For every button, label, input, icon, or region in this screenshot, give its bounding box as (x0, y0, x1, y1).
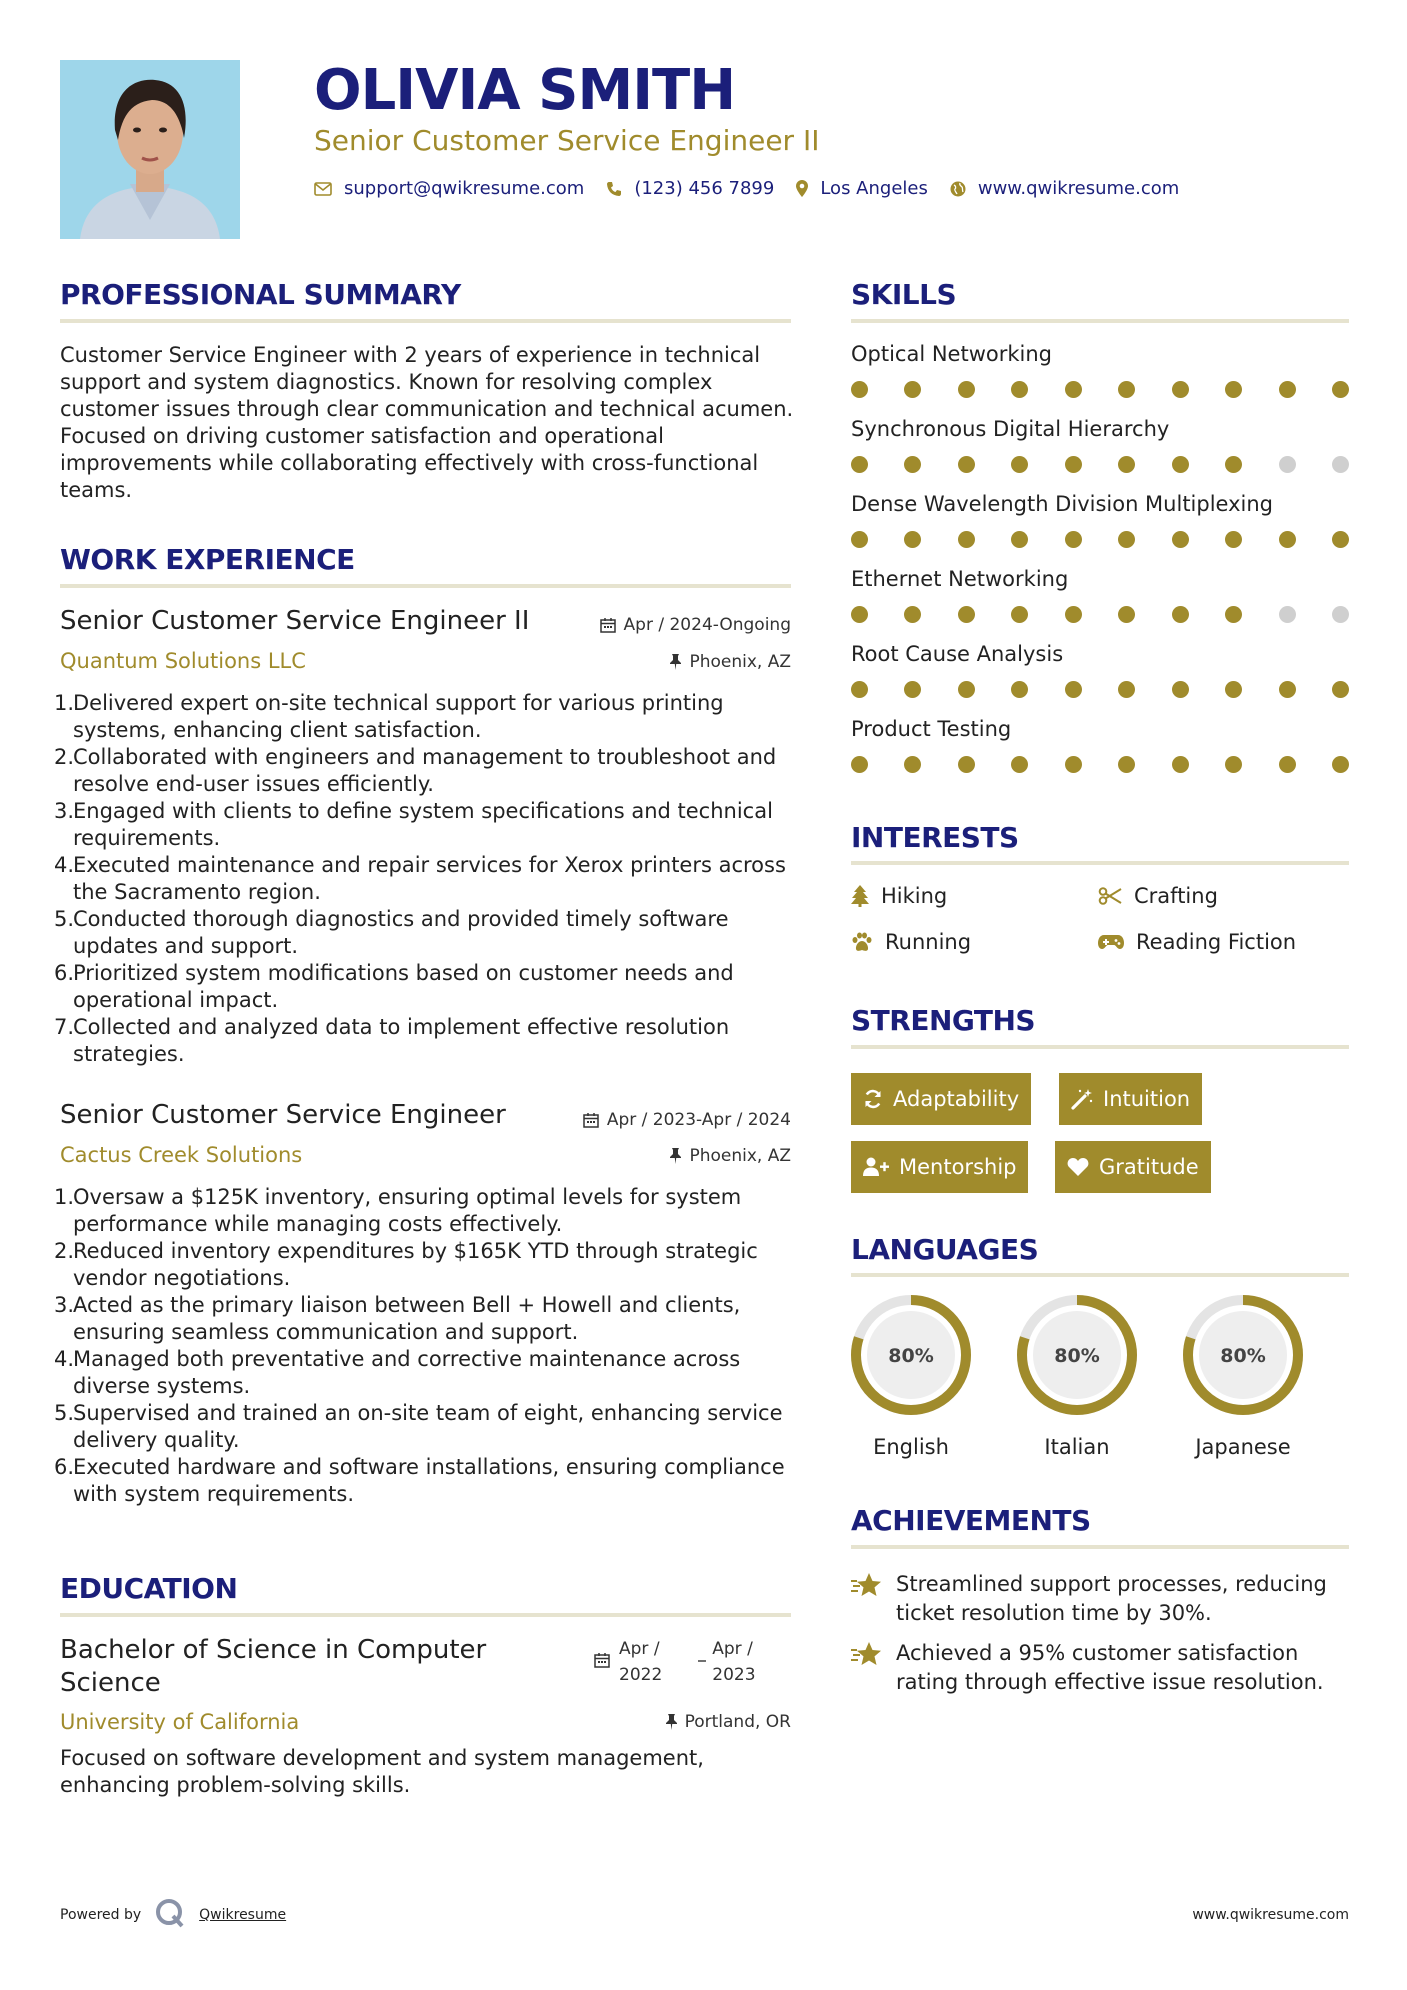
rating-dot-filled (1011, 681, 1028, 698)
refresh-icon (863, 1089, 883, 1109)
date-separator (698, 1636, 706, 1688)
interest-label: Running (885, 930, 972, 954)
bullet-item (54, 906, 799, 960)
languages-title: LANGUAGES (851, 1233, 1039, 1266)
language-ring (849, 1293, 973, 1417)
education-dates (594, 1636, 756, 1688)
rating-dot-filled (1279, 756, 1296, 773)
language-percent: 80% (888, 1345, 934, 1367)
rating-dot-filled (904, 531, 921, 548)
degree-title (60, 1634, 486, 1700)
rating-dot-filled (958, 756, 975, 773)
rating-dot-filled (1279, 381, 1296, 398)
education-start-year: 2022 (619, 1665, 663, 1685)
skill-rating (851, 606, 1349, 623)
language-name: Japanese (1195, 1435, 1291, 1459)
language-item (1015, 1293, 1139, 1459)
language-ring (1015, 1293, 1139, 1417)
bullet-text: Acted as the primary liaison between Bell + Howell and clients, ensuring seamless communication and support. (73, 1293, 741, 1344)
skill-name: Ethernet Networking (851, 567, 1069, 591)
interest-item (1098, 930, 1296, 954)
education-location (666, 1712, 791, 1732)
rating-dot-empty (1332, 606, 1349, 623)
rating-dot-filled (1011, 381, 1028, 398)
interests-title: INTERESTS (851, 821, 1019, 854)
interests-rule (851, 861, 1349, 865)
job-bullets (54, 1184, 799, 1508)
bullet-text: Reduced inventory expenditures by $165K YTD through strategic vendor negotiations. (73, 1239, 758, 1290)
rating-dot-filled (1172, 381, 1189, 398)
calendar-icon (583, 1112, 599, 1128)
rating-dot-filled (1225, 681, 1242, 698)
bullet-text: Conducted thorough diagnostics and provided timely software updates and support. (73, 907, 729, 958)
bullet-text: Managed both preventative and corrective maintenance across diverse systems. (73, 1347, 741, 1398)
job-title: Senior Customer Service Engineer II (60, 606, 530, 636)
education-rule (60, 1613, 791, 1617)
bullet-text: Oversaw a $125K inventory, ensuring optimal levels for system performance while managing costs effectively. (73, 1185, 742, 1236)
rating-dot-filled (1332, 681, 1349, 698)
skill-rating (851, 381, 1349, 398)
bullet-text: Collected and analyzed data to implement effective resolution strategies. (73, 1015, 730, 1066)
skill-rating (851, 456, 1349, 473)
skill-name: Product Testing (851, 717, 1012, 741)
bullet-item (54, 1238, 799, 1292)
bullet-item (54, 960, 799, 1014)
language-name: Italian (1044, 1435, 1110, 1459)
rating-dot-filled (1332, 531, 1349, 548)
strength-badge (1059, 1073, 1202, 1125)
education-start (619, 1636, 662, 1688)
rating-dot-filled (1332, 756, 1349, 773)
strength-label: Intuition (1103, 1087, 1191, 1111)
bullet-item (54, 1292, 799, 1346)
rating-dot-filled (1011, 756, 1028, 773)
skill-name: Synchronous Digital Hierarchy (851, 417, 1170, 441)
degree-line-1: Bachelor of Science in Computer (60, 1635, 487, 1665)
strength-badge (851, 1141, 1028, 1193)
school-name: University of California (60, 1710, 300, 1734)
experience-rule (60, 584, 791, 588)
education-end (712, 1636, 755, 1688)
bullet-item (54, 1454, 799, 1508)
bullet-number: 3. (54, 1293, 75, 1317)
bullet-item (54, 852, 799, 906)
education-title: EDUCATION (60, 1572, 238, 1605)
bullet-number: 5. (54, 1401, 75, 1425)
strength-badge (851, 1073, 1031, 1125)
bullet-item (54, 798, 799, 852)
bullet-text: Supervised and trained an on-site team of eight, enhancing service delivery quality. (73, 1401, 783, 1452)
strength-label: Adaptability (893, 1087, 1020, 1111)
candidate-name: OLIVIA SMITH (314, 58, 736, 123)
profile-photo (60, 60, 240, 239)
rating-dot-filled (1172, 531, 1189, 548)
language-item (849, 1293, 973, 1459)
job-location-text: Phoenix, AZ (689, 1146, 791, 1166)
interest-label: Hiking (881, 884, 948, 908)
rating-dot-filled (1172, 456, 1189, 473)
rating-dot-filled (851, 756, 868, 773)
achievements-rule (851, 1545, 1349, 1549)
contact-location: Los Angeles (820, 178, 928, 199)
education-end-month: Apr / (712, 1639, 753, 1659)
rating-dot-filled (958, 456, 975, 473)
job-dates (583, 1110, 791, 1130)
job-location-text: Phoenix, AZ (689, 652, 791, 672)
rating-dot-filled (1065, 606, 1082, 623)
job-location (670, 652, 791, 672)
bullet-number: 4. (54, 1347, 75, 1371)
rating-dot-filled (851, 456, 868, 473)
bullet-text: Prioritized system modifications based on customer needs and operational impact. (73, 961, 734, 1012)
job-dates (600, 615, 791, 635)
skill-name: Dense Wavelength Division Multiplexing (851, 492, 1274, 516)
achievement-item (851, 1570, 1351, 1628)
footer-url[interactable]: www.qwikresume.com (1192, 1907, 1349, 1923)
rating-dot-filled (958, 681, 975, 698)
education-location-text: Portland, OR (684, 1712, 791, 1732)
rating-dot-filled (1118, 606, 1135, 623)
bullet-text: Delivered expert on-site technical support for various printing systems, enhancing client satisfaction. (73, 691, 724, 742)
bullet-text: Collaborated with engineers and management to troubleshoot and resolve end-user issues efficiently. (73, 745, 777, 796)
language-percent: 80% (1220, 1345, 1266, 1367)
bullet-number: 6. (54, 961, 75, 985)
tree-icon (851, 885, 869, 907)
summary-text: Customer Service Engineer with 2 years of experience in technical support and system diagnostics. Known for resolving complex customer issues through clear communication and technical acumen. Focused on driving customer satisfaction and operational improvements while collaborating effectively with cross-functional teams. (60, 343, 794, 502)
bullet-number: 2. (54, 1239, 75, 1263)
skill-rating (851, 531, 1349, 548)
calendar-icon (594, 1652, 610, 1668)
pushpin-icon (670, 654, 681, 670)
calendar-icon (600, 617, 616, 633)
pushpin-icon (666, 1714, 677, 1730)
rating-dot-filled (904, 456, 921, 473)
rating-dot-filled (1118, 681, 1135, 698)
language-percent: 80% (1054, 1345, 1100, 1367)
interest-item (851, 884, 947, 908)
skill-rating (851, 681, 1349, 698)
footer-powered-by (60, 1898, 286, 1932)
rating-dot-filled (1118, 531, 1135, 548)
contact-website[interactable]: www.qwikresume.com (977, 178, 1180, 199)
rating-dot-filled (1332, 381, 1349, 398)
rating-dot-filled (1065, 456, 1082, 473)
bullet-number: 3. (54, 799, 75, 823)
heart-icon (1067, 1157, 1089, 1177)
interest-label: Crafting (1134, 884, 1218, 908)
paw-icon (851, 932, 873, 952)
job-bullets (54, 690, 799, 1068)
rating-dot-filled (851, 381, 868, 398)
rating-dot-filled (851, 606, 868, 623)
rating-dot-filled (904, 606, 921, 623)
rating-dot-filled (1118, 756, 1135, 773)
rating-dot-empty (1332, 456, 1349, 473)
bullet-number: 1. (54, 1185, 75, 1209)
rating-dot-filled (1011, 606, 1028, 623)
rating-dot-filled (958, 606, 975, 623)
summary-rule (60, 319, 791, 323)
strength-badge (1055, 1141, 1211, 1193)
rating-dot-filled (958, 531, 975, 548)
rating-dot-filled (1279, 681, 1296, 698)
rating-dot-filled (1225, 381, 1242, 398)
rating-dot-filled (1225, 756, 1242, 773)
qwikresume-logo-icon (155, 1898, 185, 1932)
gamepad-icon (1098, 934, 1124, 950)
rating-dot-filled (1172, 606, 1189, 623)
rating-dot-filled (1065, 756, 1082, 773)
rating-dot-filled (1011, 456, 1028, 473)
skill-name: Optical Networking (851, 342, 1053, 366)
rating-dot-filled (1225, 606, 1242, 623)
bullet-number: 6. (54, 1455, 75, 1479)
job-company: Cactus Creek Solutions (60, 1143, 303, 1167)
strengths-rule (851, 1045, 1349, 1049)
contact-email[interactable]: support@qwikresume.com (344, 178, 585, 199)
bullet-number: 2. (54, 745, 75, 769)
rating-dot-filled (904, 381, 921, 398)
contact-phone[interactable]: (123) 456 7899 (634, 178, 775, 199)
skill-rating (851, 756, 1349, 773)
star-badge-icon (851, 1570, 896, 1628)
strengths-title: STRENGTHS (851, 1004, 1036, 1037)
bullet-number: 4. (54, 853, 75, 877)
education-description: Focused on software development and system management, enhancing problem-solving skills. (60, 1746, 704, 1797)
bullet-text: Executed hardware and software installations, ensuring compliance with system requirements. (73, 1455, 785, 1506)
bullet-text: Engaged with clients to define system specifications and technical requirements. (73, 799, 773, 850)
achievement-text: Achieved a 95% customer satisfaction rating through effective issue resolution. (896, 1641, 1324, 1694)
magic-wand-icon (1071, 1088, 1093, 1110)
star-badge-icon (851, 1639, 896, 1697)
rating-dot-filled (1118, 456, 1135, 473)
bullet-number: 7. (54, 1015, 75, 1039)
rating-dot-filled (1065, 531, 1082, 548)
rating-dot-filled (1011, 531, 1028, 548)
bullet-number: 1. (54, 691, 75, 715)
rating-dot-filled (1172, 756, 1189, 773)
rating-dot-empty (1279, 606, 1296, 623)
rating-dot-filled (1118, 381, 1135, 398)
education-end-year: 2023 (712, 1665, 756, 1685)
degree-line-2: Science (60, 1668, 161, 1698)
rating-dot-empty (1279, 456, 1296, 473)
contact-bar (314, 178, 1201, 199)
rating-dot-filled (904, 681, 921, 698)
interest-item (1098, 884, 1218, 908)
languages-rule (851, 1273, 1349, 1277)
achievements-title: ACHIEVEMENTS (851, 1504, 1091, 1537)
rating-dot-filled (904, 756, 921, 773)
language-item (1181, 1293, 1305, 1459)
rating-dot-filled (1172, 681, 1189, 698)
achievement-text: Streamlined support processes, reducing ticket resolution time by 30%. (896, 1572, 1327, 1625)
rating-dot-filled (1225, 531, 1242, 548)
candidate-role: Senior Customer Service Engineer II (314, 124, 820, 157)
skills-title: SKILLS (851, 278, 957, 311)
phone-icon (606, 181, 622, 197)
skill-name: Root Cause Analysis (851, 642, 1064, 666)
job-dates-text: Apr / 2024-Ongoing (623, 615, 791, 635)
rating-dot-filled (958, 381, 975, 398)
pushpin-icon (670, 1148, 681, 1164)
language-ring (1181, 1293, 1305, 1417)
interest-label: Reading Fiction (1136, 930, 1297, 954)
job-company: Quantum Solutions LLC (60, 649, 306, 673)
achievement-item (851, 1639, 1351, 1697)
language-name: English (873, 1435, 949, 1459)
globe-icon (950, 181, 966, 197)
rating-dot-filled (1065, 681, 1082, 698)
powered-by-label: Powered by (60, 1907, 142, 1923)
scissors-icon (1098, 887, 1122, 905)
bullet-number: 5. (54, 907, 75, 931)
user-plus-icon (863, 1157, 889, 1177)
bullet-text: Executed maintenance and repair services for Xerox printers across the Sacramento region. (73, 853, 786, 904)
bullet-item (54, 690, 799, 744)
rating-dot-filled (851, 681, 868, 698)
bullet-item (54, 1014, 799, 1068)
envelope-icon (314, 182, 332, 196)
job-title: Senior Customer Service Engineer (60, 1100, 506, 1130)
education-start-month: Apr / (619, 1639, 660, 1659)
bullet-item (54, 1400, 799, 1454)
bullet-item (54, 1184, 799, 1238)
experience-title: WORK EXPERIENCE (60, 543, 355, 576)
rating-dot-filled (1279, 531, 1296, 548)
strength-label: Mentorship (899, 1155, 1017, 1179)
skills-rule (851, 319, 1349, 323)
job-location (670, 1146, 791, 1166)
summary-title: PROFESSIONAL SUMMARY (60, 278, 461, 311)
job-dates-text: Apr / 2023-Apr / 2024 (606, 1110, 791, 1130)
rating-dot-filled (851, 531, 868, 548)
bullet-item (54, 1346, 799, 1400)
map-marker-icon (796, 180, 808, 197)
rating-dot-filled (1225, 456, 1242, 473)
qwikresume-link[interactable]: Qwikresume (199, 1907, 287, 1923)
strength-label: Gratitude (1099, 1155, 1199, 1179)
rating-dot-filled (1065, 381, 1082, 398)
bullet-item (54, 744, 799, 798)
interest-item (851, 930, 971, 954)
